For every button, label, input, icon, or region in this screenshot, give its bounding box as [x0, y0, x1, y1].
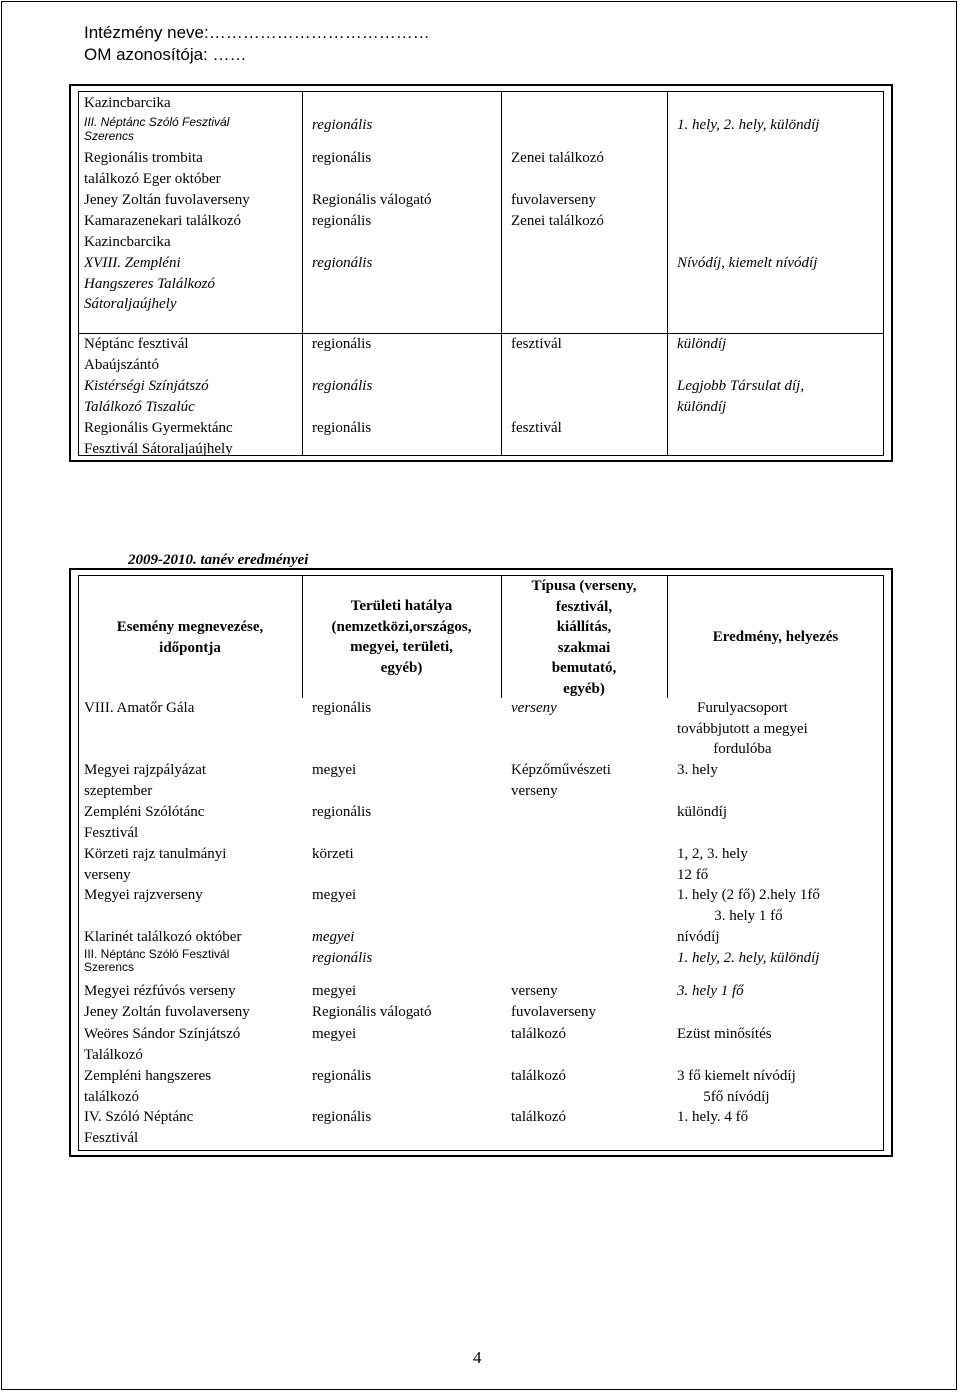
t2-result: nívódíj [677, 929, 720, 945]
t2-type: fuvolaverseny [511, 1004, 596, 1020]
t1-scope: regionális [312, 255, 373, 271]
t1-scope: regionális [312, 378, 373, 394]
t2-header-result: Eredmény, helyezés [712, 629, 839, 645]
t2-event: IV. Szóló Néptánc Fesztivál [84, 1109, 194, 1146]
t1-event: Kamarazenekari találkozó Kazincbarcika [84, 213, 241, 250]
t2-result: 3. hely 1 fő [677, 983, 744, 999]
t2-scope: megyei [312, 887, 357, 903]
t2-scope: megyei [312, 762, 357, 778]
t1-type: Zenei találkozó [511, 213, 604, 229]
t2-result: Ezüst minősítés [677, 1026, 772, 1042]
t1-scope: regionális [312, 336, 372, 352]
t2-result: 1, 2, 3. hely 12 fő [677, 846, 748, 883]
t1-result: különdíj [677, 336, 727, 352]
t2-scope: regionális [312, 700, 372, 716]
t2-result: különdíj [677, 804, 728, 820]
t2-result: 1. hely, 2. hely, különdíj [677, 950, 820, 966]
t2-type: találkozó [511, 1109, 566, 1125]
t1-event: Kazincbarcika [84, 95, 171, 111]
t1-scope: regionális [312, 117, 373, 133]
t1-scope: Regionális válogató [312, 192, 432, 208]
t1-type: fesztivál [511, 420, 562, 436]
t2-event: Jeney Zoltán fuvolaverseny [84, 1004, 250, 1020]
t2-header-event: Esemény megnevezése, időpontja [116, 619, 264, 656]
t1-type: fuvolaverseny [511, 192, 596, 208]
t2-scope: regionális [312, 1068, 372, 1084]
t2-result: Furulyacsoport továbbjutott a megyei fordulóba [677, 700, 808, 757]
t1-scope: regionális [312, 420, 372, 436]
t2-event: Klarinét találkozó október [84, 929, 242, 945]
t2-type: Képzőművészeti verseny [511, 762, 611, 799]
t2-result: 3. hely [677, 762, 718, 778]
t1-type: Zenei találkozó [511, 150, 604, 166]
t2-scope: megyei [312, 1026, 357, 1042]
t2-event: Zempléni Szólótánc Fesztivál [84, 804, 205, 841]
t1-event: XVIII. Zempléni Hangszeres Találkozó Sátoraljaújhely [84, 255, 215, 312]
t2-type: verseny [511, 983, 558, 999]
t2-scope: regionális [312, 950, 373, 966]
om-id-line: OM azonosítója: …… [84, 45, 247, 64]
t2-result: 1. hely (2 fő) 2.hely 1fő 3. hely 1 fő [677, 887, 820, 924]
t2-type: találkozó [511, 1068, 566, 1084]
page-number: 4 [473, 1348, 482, 1367]
t2-header-scope: Területi hatálya (nemzetközi,országos, megyei, területi, egyéb) [331, 598, 472, 676]
t2-scope: megyei [312, 929, 355, 945]
t1-result: 1. hely, 2. hely, különdíj [677, 117, 820, 133]
t2-scope: megyei [312, 983, 357, 999]
t2-event: Megyei rézfúvós verseny [84, 983, 236, 999]
t2-header-type: Típusa (verseny, fesztivál, kiállítás, szakmai bemutató, egyéb) [531, 578, 637, 697]
t2-event: Körzeti rajz tanulmányi verseny [84, 846, 227, 883]
t1-result: Nívódíj, kiemelt nívódíj [677, 255, 818, 271]
t2-result: 1. hely. 4 fő [677, 1109, 749, 1125]
t2-scope: regionális [312, 804, 372, 820]
t2-scope: Regionális válogató [312, 1004, 432, 1020]
t1-event: Regionális trombita találkozó Eger október [84, 150, 221, 187]
t1-event: Kistérségi Színjátszó Találkozó Tiszalúc [84, 378, 209, 415]
t2-event: Megyei rajzpályázat szeptember [84, 762, 207, 799]
t1-event: Jeney Zoltán fuvolaverseny [84, 192, 250, 208]
t1-type: fesztivál [511, 336, 562, 352]
t2-event: VIII. Amatőr Gála [84, 700, 195, 716]
t2-type: verseny [511, 700, 557, 716]
t1-scope: regionális [312, 213, 372, 229]
t2-event: Weöres Sándor Színjátszó Találkozó [84, 1026, 241, 1063]
t1-event: Néptánc fesztivál Abaújszántó [84, 336, 189, 373]
t1-event: Regionális Gyermektánc Fesztivál Sátoraljaújhely [84, 420, 233, 457]
t1-result: Legjobb Társulat díj, különdíj [677, 378, 805, 415]
t2-scope: körzeti [312, 846, 354, 862]
section-title: 2009-2010. tanév eredményei [128, 552, 309, 568]
t2-event: III. Néptánc Szóló Fesztivál Szerencs [84, 947, 230, 974]
t2-scope: regionális [312, 1109, 372, 1125]
t2-type: találkozó [511, 1026, 566, 1042]
t2-result: 3 fő kiemelt nívódíj 5fő nívódíj [677, 1068, 796, 1105]
t1-scope: regionális [312, 150, 372, 166]
institution-name-line: Intézmény neve:………………………………… [84, 23, 430, 42]
t1-event: III. Néptánc Szóló Fesztivál Szerencs [84, 115, 230, 143]
t2-event: Megyei rajzverseny [84, 887, 203, 903]
t2-event: Zempléni hangszeres találkozó [84, 1068, 212, 1105]
